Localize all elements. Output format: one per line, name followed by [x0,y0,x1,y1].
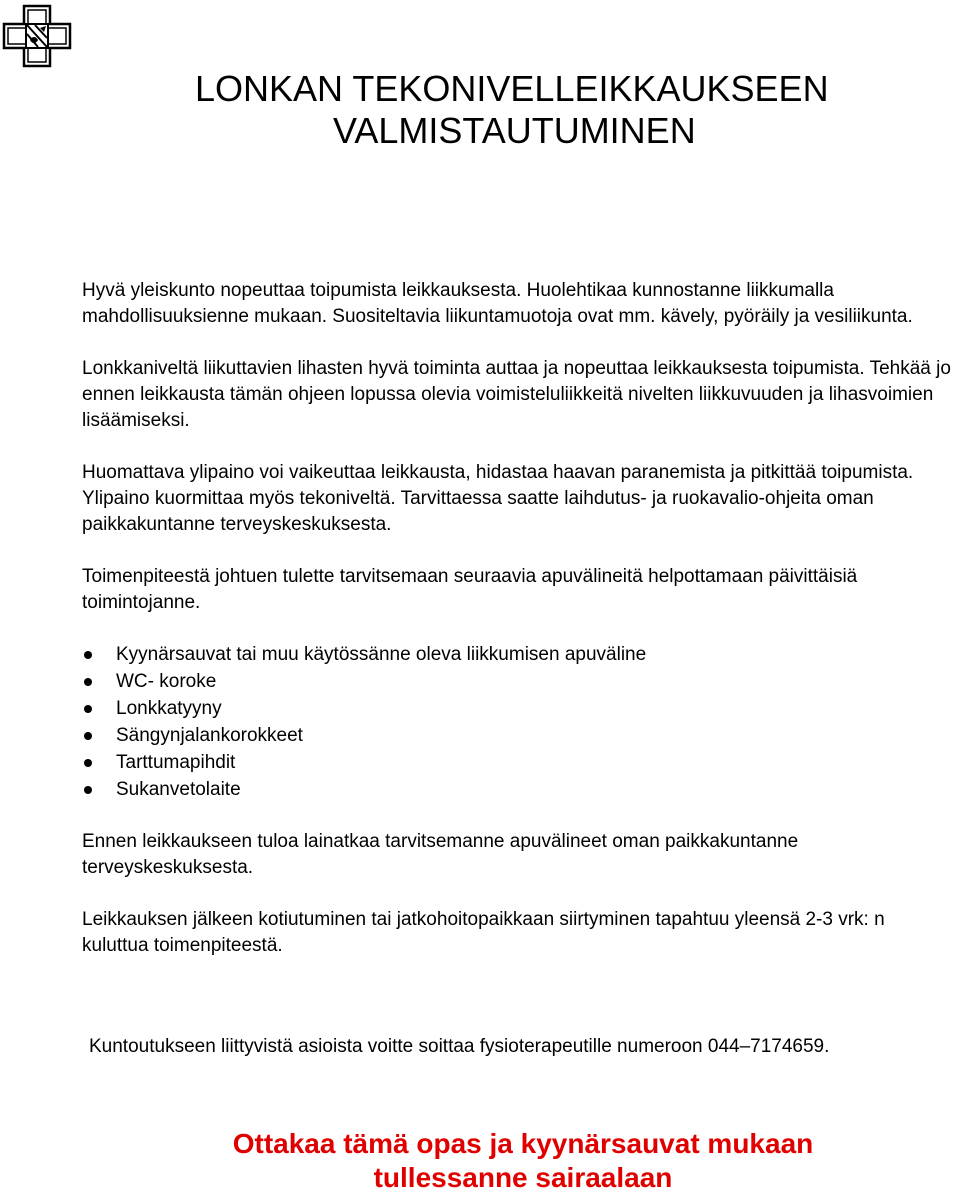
paragraph-borrow-aids: Ennen leikkaukseen tuloa lainatkaa tarvitsemanne apuvälineet oman paikkakuntanne terveyskeskuksesta. [82,831,799,878]
bullet-icon [84,678,92,686]
document-body [82,278,954,985]
notice-line-2: tullessanne sairaalaan [373,1162,673,1193]
paragraph-fitness: Hyvä yleiskunto nopeuttaa toipumista leikkauksesta. Huolehtikaa kunnostanne liikkumalla mahdollisuuksienne mukaan. Suositeltavia liikuntamuotoja ovat mm. kävely, pyöräily ja vesiliikunta. [82,280,913,327]
title-line-1: LONKAN TEKONIVELLEIKKAUKSEEN [195,68,829,109]
paragraph-discharge: Leikkauksen jälkeen kotiutuminen tai jatkohoitopaikkaan siirtyminen tapahtuu yleensä 2-3 vrk: n kuluttua toimenpiteestä. [82,909,885,956]
notice-line-1: Ottakaa tämä opas ja kyynärsauvat mukaan [232,1128,814,1159]
aid-label: Lonkkatyyny [116,698,222,719]
aid-label: Kyynärsauvat tai muu käytössänne oleva liikkumisen apuväline [116,644,647,665]
list-item [82,749,954,776]
aid-label: Tarttumapihdit [116,752,236,773]
aid-label: WC- koroke [116,671,217,692]
list-item [82,776,954,803]
aid-label: Sängynjalankorokkeet [116,725,303,746]
medical-cross-logo-icon [2,4,72,68]
aids-list [82,641,954,803]
paragraph-muscles: Lonkkaniveltä liikuttavien lihasten hyvä toiminta auttaa ja nopeuttaa leikkauksesta toipumista. Tehkää jo ennen leikkausta tämän ohjeen lopussa olevia voimisteluliikkeitä nivelten liikkuvuuden ja lihasvoimien lisäämiseksi. [82,358,951,431]
list-item [82,695,954,722]
bullet-icon [84,732,92,740]
contact-info: Kuntoutukseen liittyvistä asioista voitte soittaa fysioterapeutille numeroon 044–7174659. [89,1036,830,1057]
list-item [82,668,954,695]
bullet-icon [84,651,92,659]
reminder-notice [0,1127,960,1195]
paragraph-weight: Huomattava ylipaino voi vaikeuttaa leikkausta, hidastaa haavan paranemista ja pitkittää toipumista. Ylipaino kuormittaa myös tekoniveltä. Tarvittaessa saatte laihdutus- ja ruokavalio-ohjeita oman paikkakuntanne terveyskeskuksesta. [82,462,914,535]
document-title [195,68,829,152]
title-line-2: VALMISTAUTUMINEN [333,110,696,151]
list-item [82,641,954,668]
list-item [82,722,954,749]
paragraph-aids-intro: Toimenpiteestä johtuen tulette tarvitsemaan seuraavia apuvälineitä helpottamaan päivittäisiä toimintojanne. [82,566,858,613]
bullet-icon [84,759,92,767]
bullet-icon [84,705,92,713]
bullet-icon [84,786,92,794]
aid-label: Sukanvetolaite [116,779,241,800]
